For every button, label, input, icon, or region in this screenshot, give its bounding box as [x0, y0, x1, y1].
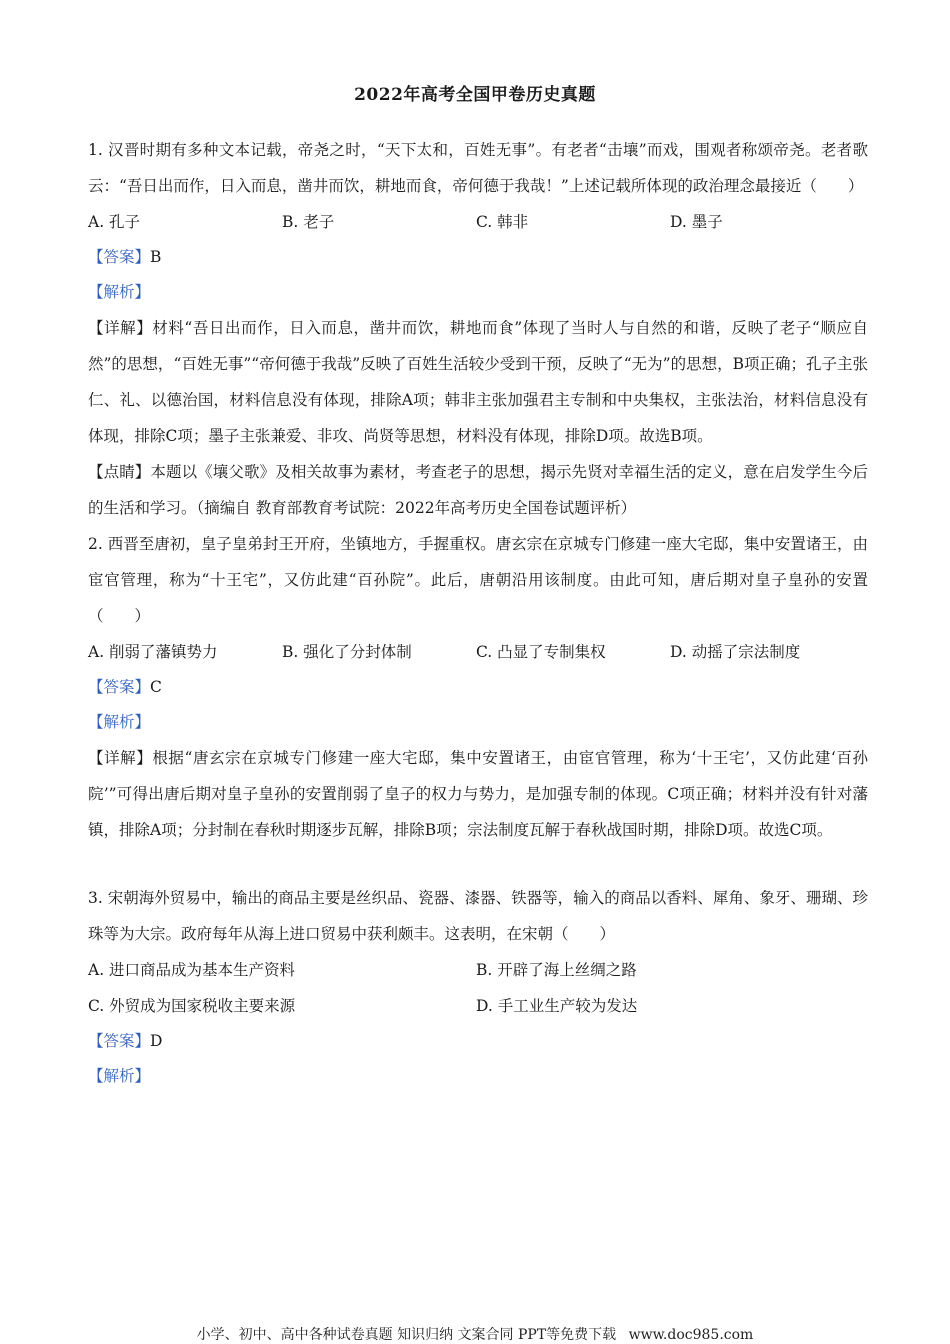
options-row — [88, 634, 868, 670]
detail-paragraph — [88, 310, 868, 454]
page-title: 2022年高考全国甲卷历史真题 — [354, 85, 596, 105]
question-3 — [88, 880, 868, 1094]
options-row — [88, 204, 868, 240]
analysis-line — [88, 705, 868, 740]
answer-value: B — [150, 248, 162, 266]
option-c: C. 外贸成为国家税收主要来源 — [88, 997, 296, 1015]
analysis-line — [88, 275, 868, 310]
footer-site-link[interactable]: www.doc985.com — [628, 1327, 754, 1343]
analysis-tag: 【解析】 — [88, 1067, 151, 1085]
detail-paragraph — [88, 740, 868, 848]
answer-value: C — [150, 678, 162, 696]
option-a: A. 削弱了藩镇势力 — [88, 643, 218, 661]
options-row — [88, 988, 868, 1024]
option-c: C. 凸显了专制集权 — [476, 643, 606, 661]
option-b: B. 开辟了海上丝绸之路 — [476, 961, 637, 979]
answer-line — [88, 670, 868, 705]
answer-tag: 【答案】 — [88, 1032, 151, 1050]
option-c: C. 韩非 — [476, 213, 529, 231]
question-stem: 2. 西晋至唐初，皇子皇弟封王开府，坐镇地方，手握重权。唐玄宗在京城专门修建一座大宅邸，集中安置诸王，由宦官管理，称为“十王宅”，又仿此建“百孙院”。此后，唐朝沿用该制度。由此可知，唐后期对皇子皇孙的安置（ ） — [88, 535, 868, 625]
analysis-line — [88, 1059, 868, 1094]
option-b: B. 老子 — [282, 213, 335, 231]
answer-line — [88, 240, 868, 275]
option-d: D. 墨子 — [670, 213, 723, 231]
page-footer — [0, 1324, 950, 1344]
comment-tag: 【点睛】 — [88, 463, 151, 481]
question-1 — [88, 132, 868, 526]
comment-paragraph — [88, 454, 868, 526]
document-body — [88, 132, 868, 1094]
footer-text: 小学、初中、高中各种试卷真题 知识归纳 文案合同 PPT等免费下载 — [196, 1327, 617, 1343]
option-d: D. 动摇了宗法制度 — [670, 643, 801, 661]
option-a: A. 进口商品成为基本生产资料 — [88, 961, 296, 979]
option-d: D. 手工业生产较为发达 — [476, 997, 638, 1015]
options-row — [88, 952, 868, 988]
answer-tag: 【答案】 — [88, 248, 151, 266]
analysis-tag: 【解析】 — [88, 713, 151, 731]
question-stem: 1. 汉晋时期有多种文本记载，帝尧之时，“天下太和，百姓无事”。有老者“击壤”而戏，围观者称颂帝尧。老者歌云：“吾日出而作，日入而息，凿井而饮，耕地而食，帝何德于我哉！”上述记载所体现的政治理念最接近（ ） — [88, 141, 868, 195]
answer-tag: 【答案】 — [88, 678, 151, 696]
detail-text: 材料“吾日出而作，日入而息，凿井而饮，耕地而食”体现了当时人与自然的和谐，反映了老子“顺应自然”的思想，“百姓无事”“帝何德于我哉”反映了百姓生活较少受到干预，反映了“无为”的思想，B项正确；孔子主张仁、礼、以德治国，材料信息没有体现，排除A项；韩非主张加强君主专制和中央集权，主张法治，材料信息没有体现，排除C项；墨子主张兼爱、非攻、尚贤等思想，材料没有体现，排除D项。故选B项。 — [88, 319, 868, 445]
answer-value: D — [150, 1032, 163, 1050]
spacer — [88, 848, 868, 880]
option-a: A. 孔子 — [88, 213, 141, 231]
answer-line — [88, 1024, 868, 1059]
detail-text: 根据“唐玄宗在京城专门修建一座大宅邸，集中安置诸王，由宦官管理，称为‘十王宅’，又仿此建‘百孙院’”可得出唐后期对皇子皇孙的安置削弱了皇子的权力与势力，是加强专制的体现。C项正确；材料并没有针对藩镇，排除A项；分封制在春秋时期逐步瓦解，排除B项；宗法制度瓦解于春秋战国时期，排除D项。故选C项。 — [88, 749, 868, 839]
detail-tag: 【详解】 — [88, 319, 153, 337]
detail-tag: 【详解】 — [88, 749, 153, 767]
question-stem: 3. 宋朝海外贸易中，输出的商品主要是丝织品、瓷器、漆器、铁器等，输入的商品以香料、犀角、象牙、珊瑚、珍珠等为大宗。政府每年从海上进口贸易中获利颇丰。这表明，在宋朝（ ） — [88, 889, 868, 943]
analysis-tag: 【解析】 — [88, 283, 151, 301]
question-2 — [88, 526, 868, 848]
option-b: B. 强化了分封体制 — [282, 643, 412, 661]
comment-text: 本题以《壤父歌》及相关故事为素材，考查老子的思想，揭示先贤对幸福生活的定义，意在启发学生今后的生活和学习。（摘编自 教育部教育考试院：2022年高考历史全国卷试题评析） — [88, 463, 868, 517]
